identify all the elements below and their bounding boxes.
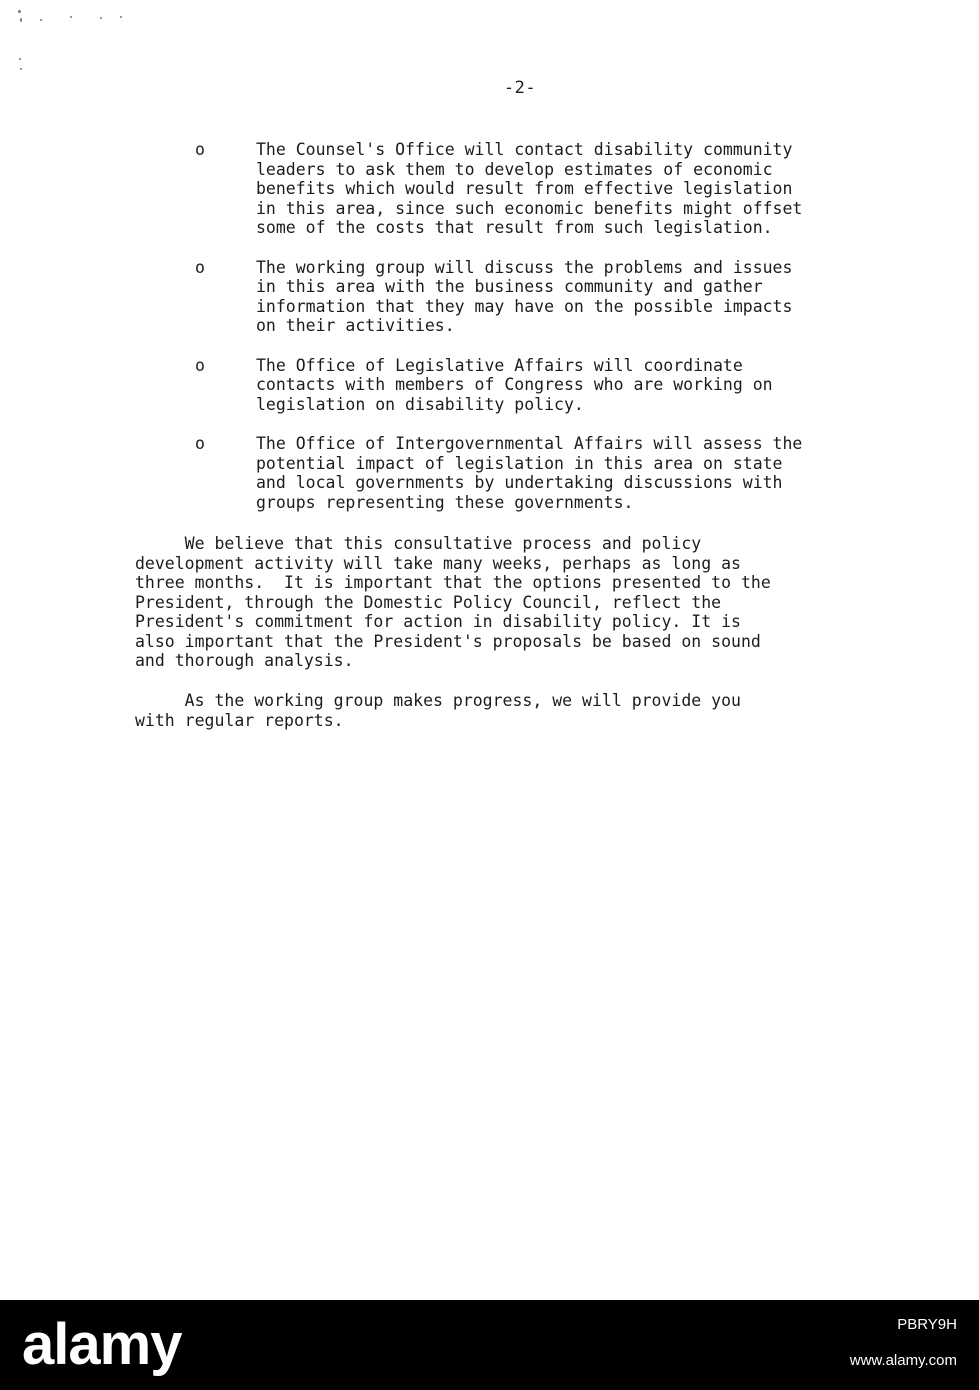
scan-speck — [70, 16, 72, 18]
list-item — [195, 356, 915, 415]
list-item-text: The Office of Intergovernmental Affairs will assess the potential impact of legislation in this area on state and local governments by undertaking discussions with groups representing these governments. — [256, 434, 803, 512]
footer-url: www.alamy.com — [849, 1352, 957, 1369]
scan-speck — [19, 58, 21, 60]
scan-speck — [120, 16, 122, 18]
watermark-footer — [0, 1300, 979, 1390]
action-items-list — [195, 140, 915, 532]
bullet-marker: o — [195, 355, 205, 375]
scan-speck — [18, 10, 21, 13]
list-item-text: The working group will discuss the problems and issues in this area with the business community and gather information that they may have on the possible impacts on their activities. — [256, 257, 793, 335]
body-paragraph-reports: As the working group makes progress, we will provide you with regular reports. — [135, 691, 741, 730]
image-id: PBRY9H — [897, 1316, 957, 1333]
bullet-marker: o — [195, 140, 205, 159]
list-item-text: The Counsel's Office will contact disability community leaders to ask them to develop estimates of economic benefits which would result from effective legislation in this area, since such economic benefits might offset some of the costs that result from such legislation. — [256, 140, 803, 237]
bullet-marker: o — [195, 434, 205, 453]
list-item — [195, 434, 915, 512]
list-item — [195, 258, 915, 336]
list-item-text: The Office of Legislative Affairs will coordinate contacts with members of Congress who are working on legislation on disability policy. — [256, 355, 773, 414]
scan-speck — [20, 18, 22, 22]
scan-speck — [20, 68, 22, 70]
body-paragraph-timeline: We believe that this consultative process and policy development activity will take many weeks, perhaps as long as three months. It is important that the options presented to the President, through the Domestic Policy Council, reflect the President's commitment for action in disability policy. It is also important that the President's proposals be based on sound and thorough analysis. — [135, 534, 771, 670]
page-number: -2- — [503, 78, 537, 98]
list-item — [195, 140, 915, 238]
bullet-marker: o — [195, 257, 205, 277]
scan-speck — [40, 19, 42, 21]
scan-speck — [100, 17, 102, 19]
alamy-logo: alamy — [22, 1312, 182, 1377]
